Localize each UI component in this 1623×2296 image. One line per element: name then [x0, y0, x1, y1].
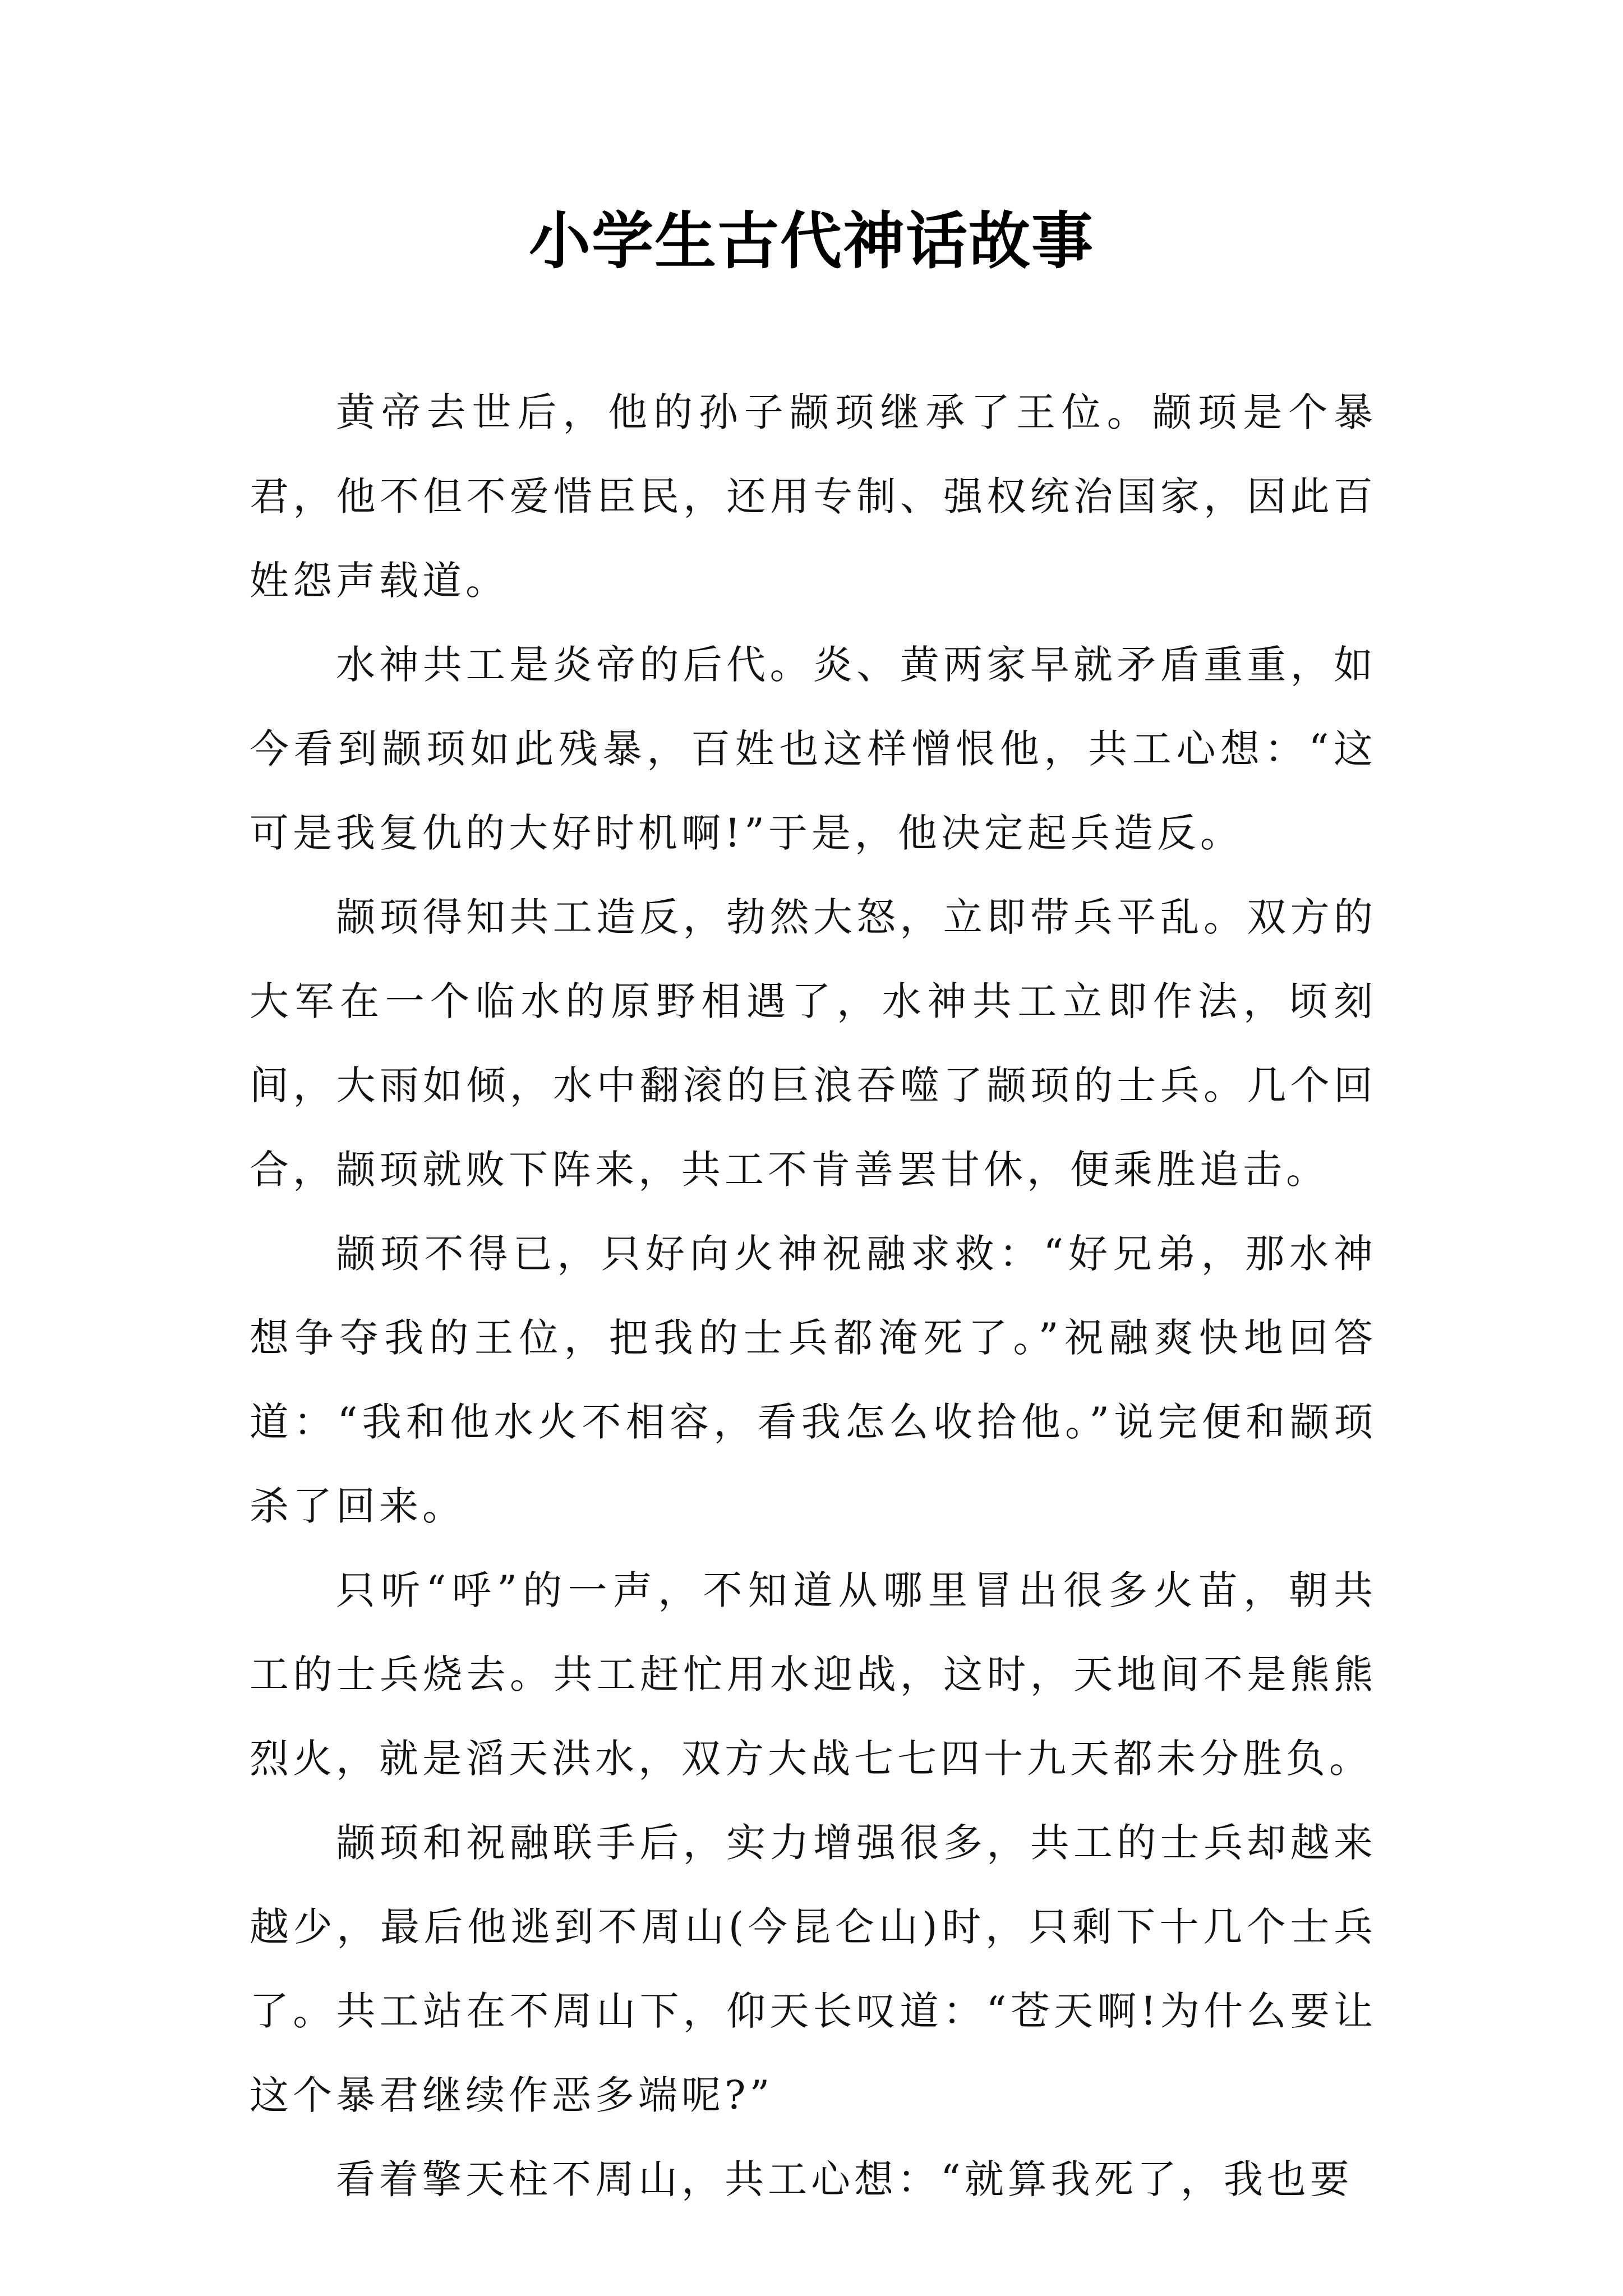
document-title: 小学生古代神话故事: [529, 205, 1094, 277]
document-body: [250, 370, 1377, 2221]
paragraph: 颛顼和祝融联手后，实力增强很多，共工的士兵却越来越少，最后他逃到不周山(今昆仑山)时，只剩下十几个士兵了。共工站在不周山下，仰天长叹道：“苍天啊!为什么要让这个暴君继续作恶多端呢?”: [250, 1820, 1377, 2118]
paragraph: 颛顼得知共工造反，勃然大怒，立即带兵平乱。双方的大军在一个临水的原野相遇了，水神共工立即作法，顷刻间，大雨如倾，水中翻滚的巨浪吞噬了颛顼的士兵。几个回合，颛顼就败下阵来，共工不肯善罢甘休，便乘胜追击。: [250, 894, 1377, 1193]
paragraph: 只听“呼”的一声，不知道从哪里冒出很多火苗，朝共工的士兵烧去。共工赶忙用水迎战，这时，天地间不是熊熊烈火，就是滔天洪水，双方大战七七四十九天都未分胜负。: [250, 1567, 1377, 1782]
paragraph: 看着擎天柱不周山，共工心想：“就算我死了，我也要: [336, 2156, 1353, 2202]
paragraph: 颛顼不得已，只好向火神祝融求救：“好兄弟，那水神想争夺我的王位，把我的士兵都淹死了。”祝融爽快地回答道：“我和他水火不相容，看我怎么收拾他。”说完便和颛顼杀了回来。: [250, 1231, 1377, 1529]
paragraph: 黄帝去世后，他的孙子颛顼继承了王位。颛顼是个暴君，他不但不爱惜臣民，还用专制、强权统治国家，因此百姓怨声载道。: [250, 389, 1377, 604]
paragraph: 水神共工是炎帝的后代。炎、黄两家早就矛盾重重，如今看到颛顼如此残暴，百姓也这样憎恨他，共工心想：“这可是我复仇的大好时机啊!”于是，他决定起兵造反。: [250, 642, 1377, 856]
